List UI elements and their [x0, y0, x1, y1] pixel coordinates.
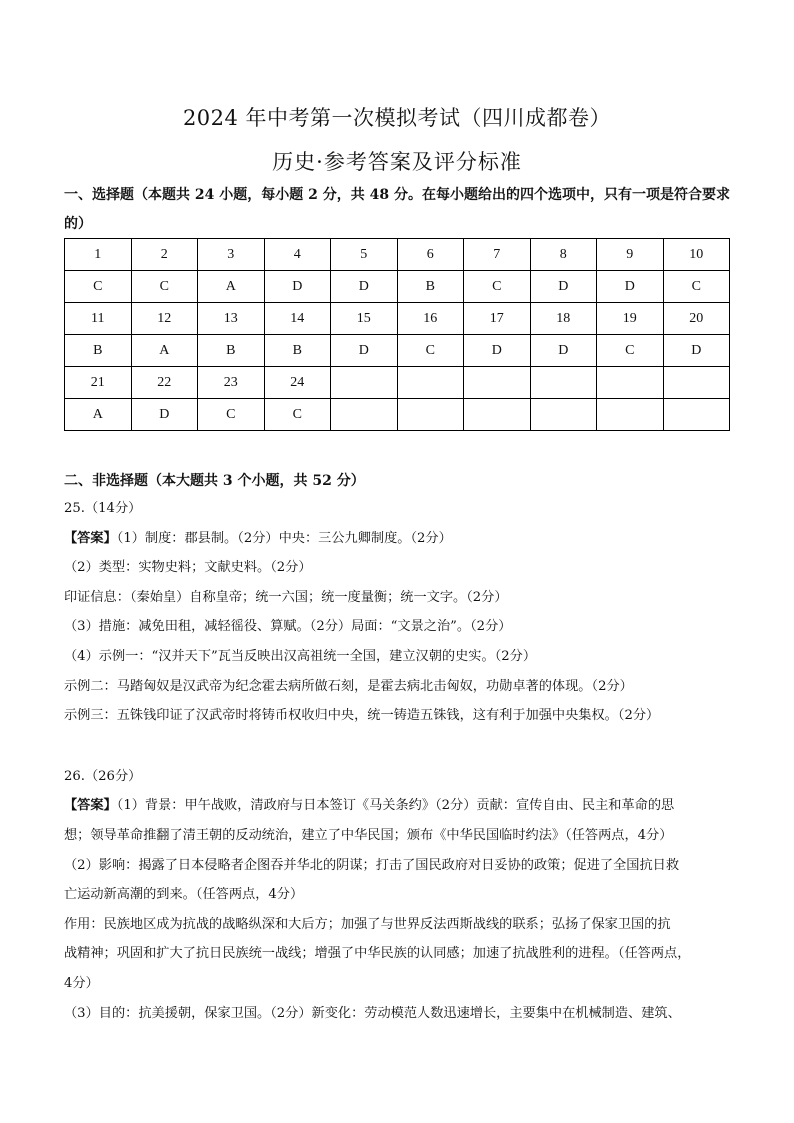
- table-cell: 19: [597, 303, 664, 335]
- q25-line7: 示例三：五铢钱印证了汉武帝时将铸币权收归中央，统一铸造五铢钱，这有利于加强中央集权。（2分）: [64, 708, 660, 724]
- table-cell: 14: [264, 303, 331, 335]
- table-cell: D: [597, 271, 664, 303]
- answer-tag: 【答案】: [64, 798, 117, 814]
- table-cell: D: [131, 399, 198, 431]
- table-cell: D: [331, 335, 398, 367]
- table-cell: 8: [530, 239, 597, 271]
- table-cell: B: [264, 335, 331, 367]
- table-cell: 16: [397, 303, 464, 335]
- table-cell: 17: [464, 303, 531, 335]
- table-cell: 13: [198, 303, 265, 335]
- table-cell: [331, 367, 398, 399]
- table-cell: 2: [131, 239, 198, 271]
- table-cell: [597, 399, 664, 431]
- table-row: [65, 271, 730, 303]
- table-cell: [331, 399, 398, 431]
- table-cell: 15: [331, 303, 398, 335]
- table-cell: [530, 367, 597, 399]
- table-cell: C: [264, 399, 331, 431]
- table-cell: D: [464, 335, 531, 367]
- q25-line6: 示例二：马踏匈奴是汉武帝为纪念霍去病所做石刻，是霍去病北击匈奴，功勋卓著的体现。（2分）: [64, 678, 633, 694]
- section2-heading: 二、非选择题（本大题共 3 个小题，共 52 分）: [64, 473, 365, 489]
- table-cell: C: [597, 335, 664, 367]
- table-cell: C: [65, 271, 132, 303]
- q26-line1-text: （1）背景：甲午战败，清政府与日本签订《马关条约》（2分）贡献：宣传自由、民主和革命的思: [116, 798, 675, 814]
- table-row: [65, 303, 730, 335]
- table-cell: A: [131, 335, 198, 367]
- table-cell: D: [663, 335, 730, 367]
- q26-number: 26.（26分）: [64, 768, 142, 784]
- table-cell: 18: [530, 303, 597, 335]
- table-cell: [663, 367, 730, 399]
- q25-line1: [64, 524, 732, 554]
- table-cell: C: [131, 271, 198, 303]
- page-title: 2024 年中考第一次模拟考试（四川成都卷）: [182, 106, 612, 130]
- q26-line2: 想；领导革命推翻了清王朝的反动统治，建立了中华民国；颁布《中华民国临时约法》（任答两点，4分）: [64, 827, 673, 843]
- table-cell: 7: [464, 239, 531, 271]
- table-cell: 3: [198, 239, 265, 271]
- table-cell: A: [198, 271, 265, 303]
- table-cell: 4: [264, 239, 331, 271]
- table-cell: 21: [65, 367, 132, 399]
- table-cell: 6: [397, 239, 464, 271]
- table-cell: 12: [131, 303, 198, 335]
- table-cell: 10: [663, 239, 730, 271]
- q26-line8: （3）目的：抗美援朝，保家卫国。（2分）新变化：劳动模范人数迅速增长，主要集中在机械制造、建筑、: [64, 1005, 681, 1021]
- q26-line5: 作用：民族地区成为抗战的战略纵深和大后方；加强了与世界反法西斯战线的联系；弘扬了保家卫国的抗: [64, 916, 671, 932]
- table-cell: 11: [65, 303, 132, 335]
- table-cell: 22: [131, 367, 198, 399]
- table-cell: A: [65, 399, 132, 431]
- table-cell: [530, 399, 597, 431]
- table-cell: 23: [198, 367, 265, 399]
- table-cell: [397, 367, 464, 399]
- table-cell: D: [331, 271, 398, 303]
- table-cell: [597, 367, 664, 399]
- table-cell: C: [464, 271, 531, 303]
- table-cell: B: [65, 335, 132, 367]
- q26-line3: （2）影响：揭露了日本侵略者企图吞并华北的阴谋；打击了国民政府对日妥协的政策；促进了全国抗日救: [64, 857, 680, 873]
- table-cell: B: [198, 335, 265, 367]
- table-cell: D: [530, 335, 597, 367]
- q26-line7: 4分）: [64, 975, 99, 991]
- table-row: [65, 399, 730, 431]
- table-cell: B: [397, 271, 464, 303]
- table-row: [65, 335, 730, 367]
- q26-line6: 战精神；巩固和扩大了抗日民族统一战线；增强了中华民族的认同感；加速了抗战胜利的进程。（任答两点，: [64, 946, 691, 962]
- answer-table: [64, 238, 730, 431]
- table-cell: C: [397, 335, 464, 367]
- table-row: [65, 367, 730, 399]
- q25-line5: （4）示例一：“汉并天下”瓦当反映出汉高祖统一全国，建立汉朝的史实。（2分）: [64, 648, 537, 664]
- table-cell: [464, 399, 531, 431]
- q25-line4: （3）措施：减免田租，减轻徭役、算赋。（2分）局面：“文景之治”。（2分）: [64, 619, 512, 635]
- q25-line1-text: （1）制度：郡县制。（2分）中央：三公九卿制度。（2分）: [116, 530, 452, 546]
- table-cell: [663, 399, 730, 431]
- table-cell: 9: [597, 239, 664, 271]
- q26-line4: 亡运动新高潮的到来。（任答两点，4分）: [64, 887, 304, 903]
- table-cell: 20: [663, 303, 730, 335]
- q25-line3: 印证信息：（秦始皇）自称皇帝；统一六国；统一度量衡；统一文字。（2分）: [64, 589, 508, 605]
- table-cell: D: [264, 271, 331, 303]
- table-cell: 5: [331, 239, 398, 271]
- table-cell: 1: [65, 239, 132, 271]
- table-cell: C: [663, 271, 730, 303]
- table-cell: [464, 367, 531, 399]
- answer-body: [64, 494, 732, 1028]
- q26-line1: [64, 791, 732, 821]
- q25-number: 25.（14分）: [64, 501, 142, 516]
- table-cell: [397, 399, 464, 431]
- table-cell: D: [530, 271, 597, 303]
- answer-tag: 【答案】: [64, 530, 117, 546]
- q25-line2: （2）类型：实物史料；文献史料。（2分）: [64, 560, 312, 576]
- table-cell: C: [198, 399, 265, 431]
- table-cell: 24: [264, 367, 331, 399]
- section1-heading: 一、选择题（本题共 24 小题，每小题 2 分，共 48 分。在每小题给出的四个选项中，只有一项是符合要求的）: [64, 187, 730, 232]
- page-subtitle: 历史·参考答案及评分标准: [272, 150, 522, 174]
- table-row: [65, 239, 730, 271]
